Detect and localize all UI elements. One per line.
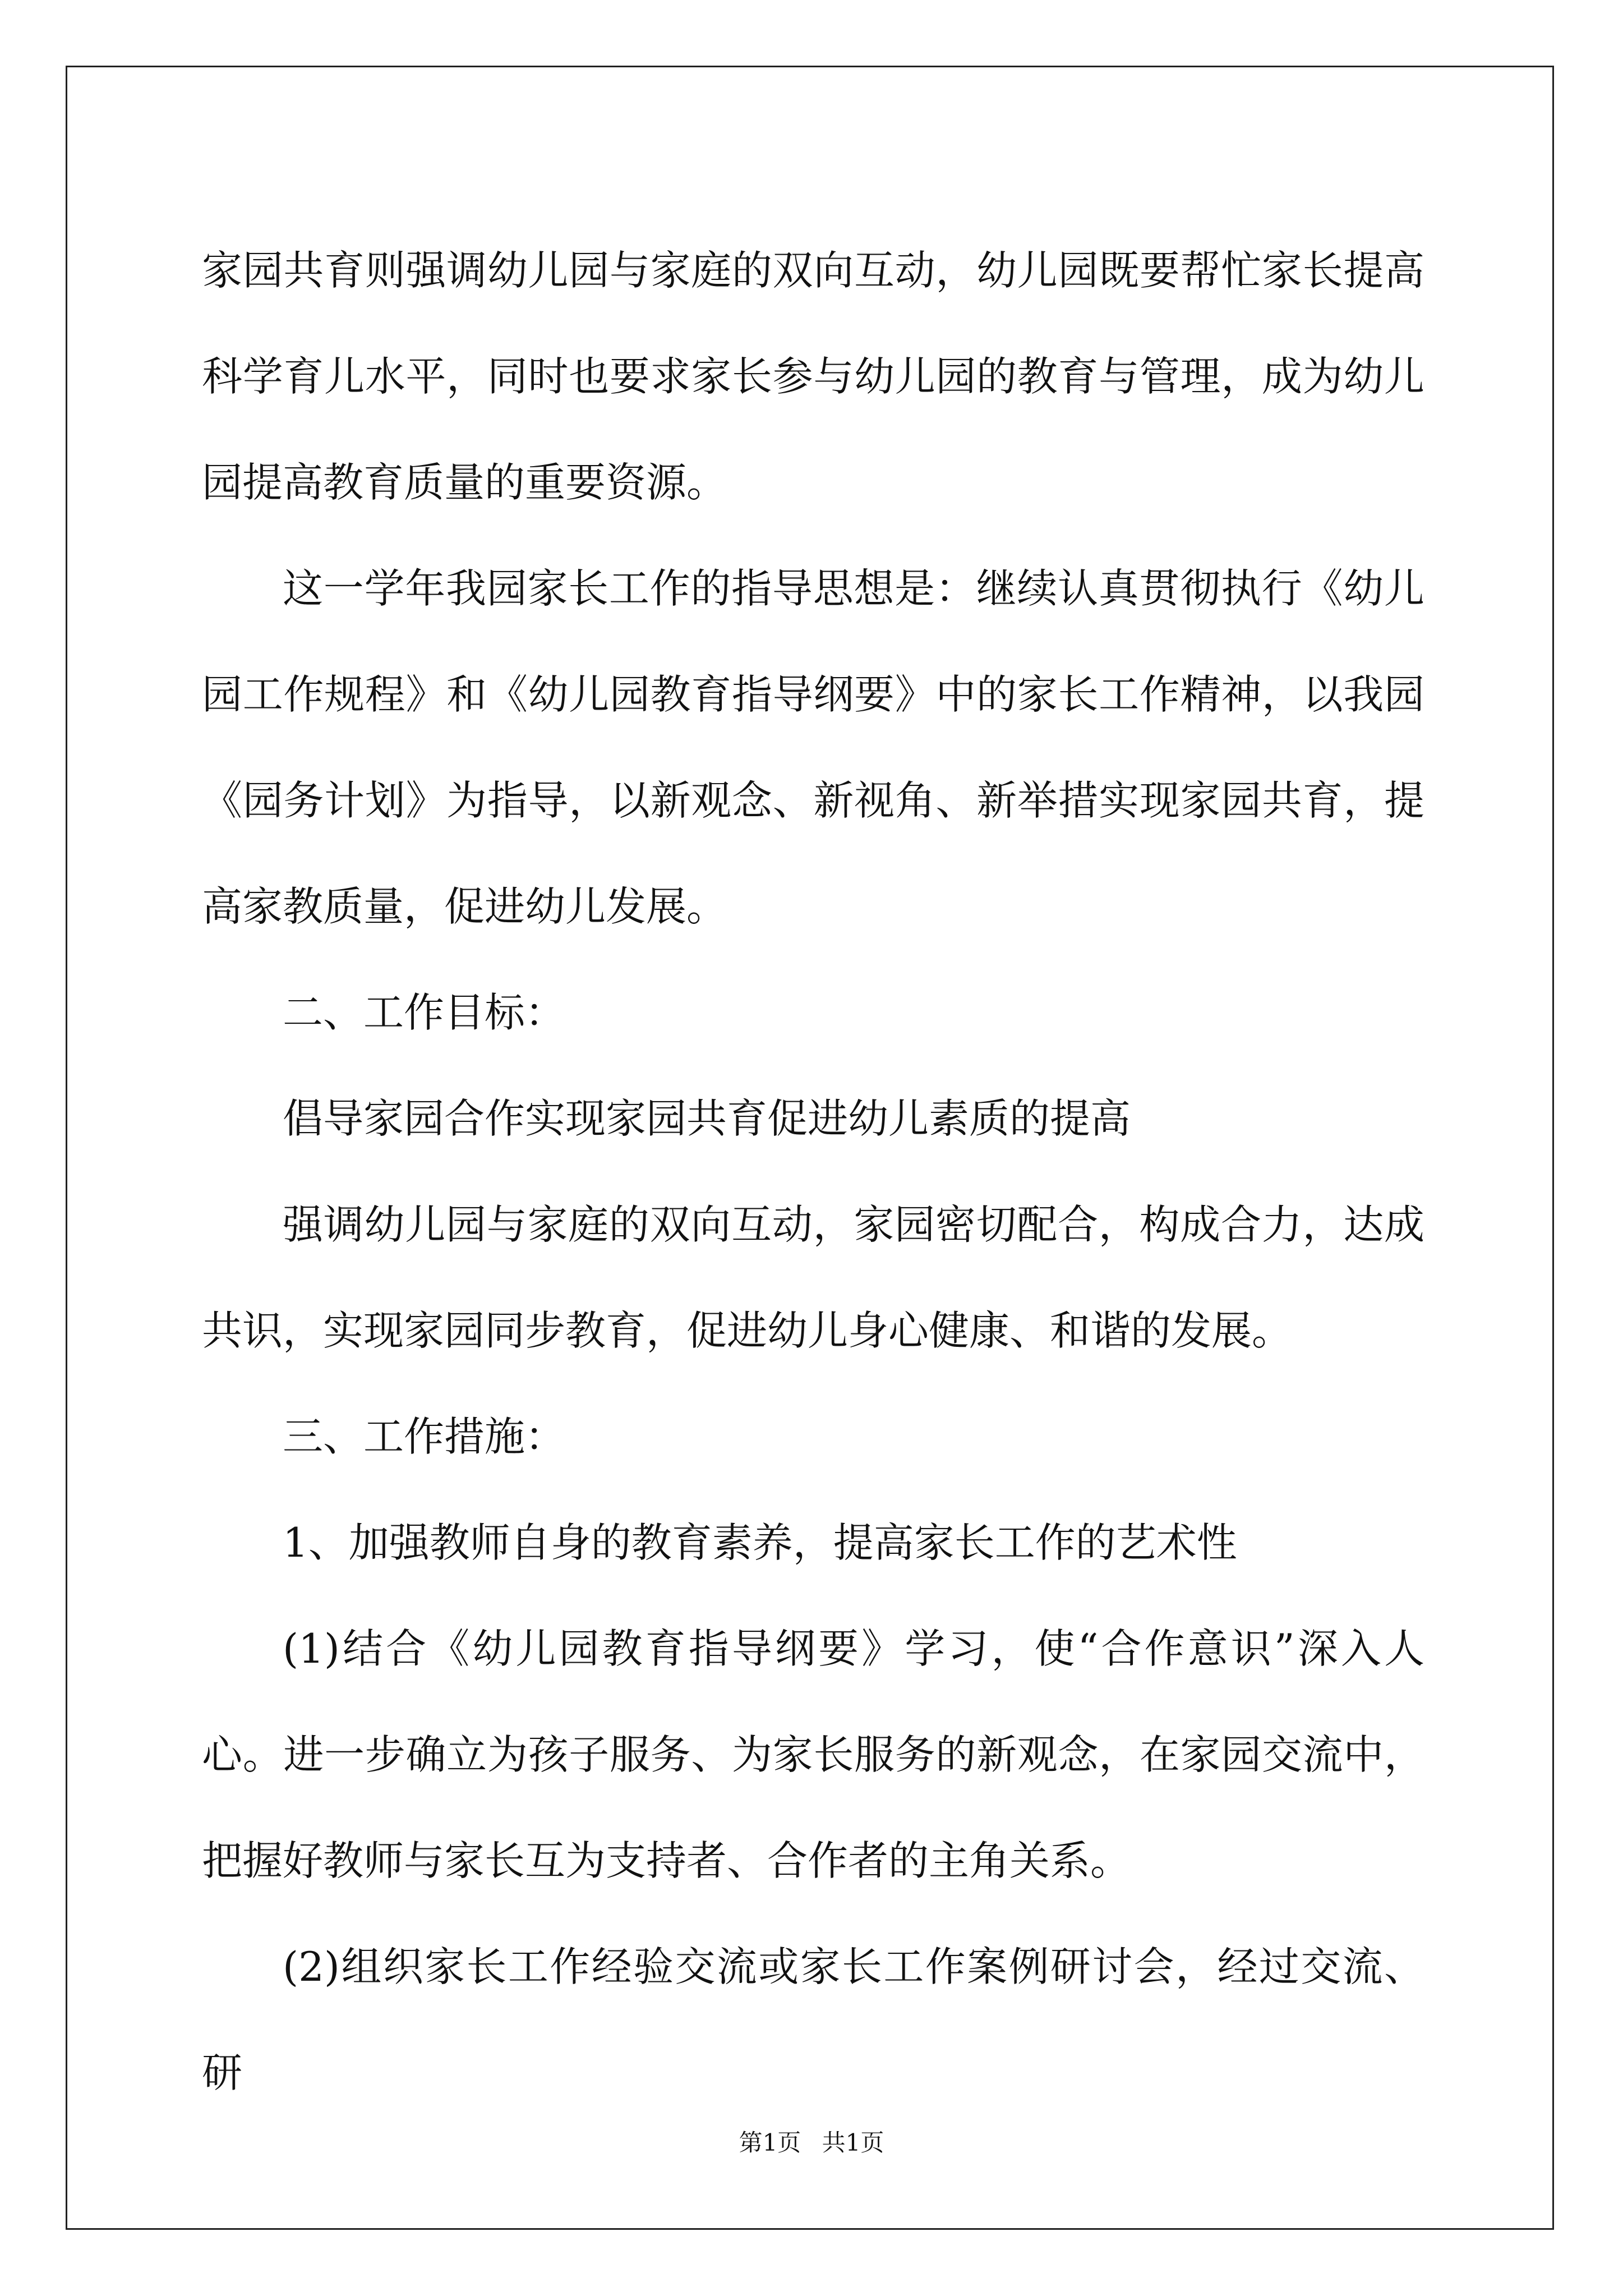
section-heading-goals: 二、工作目标：	[283, 989, 566, 1036]
document-body	[202, 218, 1424, 2126]
measure-subitem-2: (2)组织家长工作经验交流或家长工作案例研讨会，经过交流、研	[202, 1943, 1424, 2096]
page-number: 第1页	[739, 2129, 801, 2156]
section-heading-measures: 三、工作措施：	[283, 1413, 566, 1460]
page-footer	[0, 2124, 1623, 2158]
paragraph-1: 家园共育则强调幼儿园与家庭的双向互动，幼儿园既要帮忙家长提高科学育儿水平，同时也要求家长参与幼儿园的教育与管理，成为幼儿园提高教育质量的重要资源。	[202, 247, 1424, 506]
measure-subitem-1: (1)结合《幼儿园教育指导纲要》学习，使“合作意识”深入人心。进一步确立为孩子服务、为家长服务的新观念，在家园交流中，把握好教师与家长互为支持者、合作者的主角关系。	[202, 1625, 1424, 1884]
paragraph-2: 这一学年我园家长工作的指导思想是：继续认真贯彻执行《幼儿园工作规程》和《幼儿园教育指导纲要》中的家长工作精神，以我园《园务计划》为指导，以新观念、新视角、新举措实现家园共育，提高家教质量，促进幼儿发展。	[202, 565, 1424, 930]
measure-item-1: 1、加强教师自身的教育素养，提高家长工作的艺术性	[283, 1519, 1237, 1566]
page-total: 共1页	[822, 2129, 884, 2156]
paragraph-goal: 倡导家园合作实现家园共育促进幼儿素质的提高	[283, 1095, 1131, 1142]
paragraph-goal-detail: 强调幼儿园与家庭的双向互动，家园密切配合，构成合力，达成共识，实现家园同步教育，促进幼儿身心健康、和谐的发展。	[202, 1201, 1424, 1354]
